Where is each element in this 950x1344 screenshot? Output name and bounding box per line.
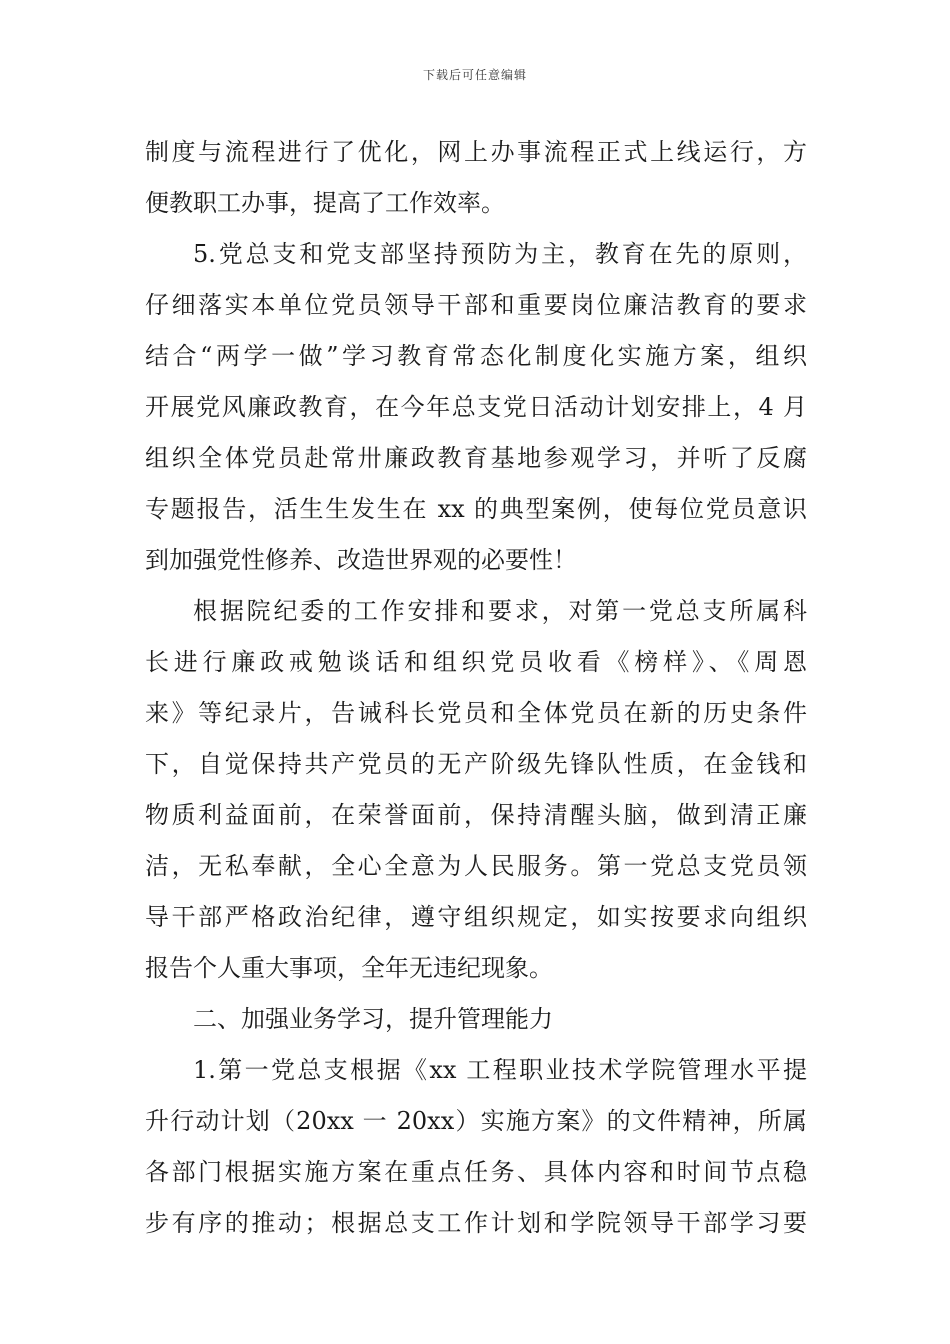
document-body [145,127,807,1249]
text-line: 仔细落实本单位党员领导干部和重要岗位廉洁教育的要求 [145,291,807,319]
text-line: 各部门根据实施方案在重点任务、具体内容和时间节点稳 [145,1158,807,1186]
text-line: 长进行廉政戒勉谈话和组织党员收看《榜样》、《周恩 [145,648,807,676]
text-line: 结合“两学一做”学习教育常态化制度化实施方案，组织 [145,342,807,370]
text-line: 5.党总支和党支部坚持预防为主，教育在先的原则， [193,240,807,268]
text-line: 下，自觉保持共产党员的无产阶级先锋队性质，在金钱和 [145,750,807,778]
text-line: 制度与流程进行了优化，网上办事流程正式上线运行，方 [145,138,807,166]
text-line: 报告个人重大事项，全年无违纪现象。 [145,954,553,982]
text-line: 二、加强业务学习，提升管理能力 [193,1005,553,1033]
text-line: 根据院纪委的工作安排和要求，对第一党总支所属科 [193,597,807,625]
text-line: 便教职工办事，提高了工作效率。 [145,189,505,217]
text-line: 导干部严格政治纪律，遵守组织规定，如实按要求向组织 [145,903,807,931]
text-line: 升行动计划（20xx 一 20xx）实施方案》的文件精神，所属 [145,1107,807,1135]
text-line: 来》等纪录片，告诫科长党员和全体党员在新的历史条件 [145,699,807,727]
text-line: 洁，无私奉献，全心全意为人民服务。第一党总支党员领 [145,852,807,880]
text-line: 物质利益面前，在荣誉面前，保持清醒头脑，做到清正廉 [145,801,807,829]
text-line: 1.第一党总支根据《xx 工程职业技术学院管理水平提 [193,1056,807,1084]
text-line: 专题报告，活生生发生在 xx 的典型案例，使每位党员意识 [145,495,807,523]
text-line: 组织全体党员赴常卅廉政教育基地参观学习，并听了反腐 [145,444,807,472]
text-line: 到加强党性修养、改造世界观的必要性！ [145,546,577,574]
text-line: 开展党风廉政教育，在今年总支党日活动计划安排上，4 月 [145,393,807,421]
text-line: 步有序的推动；根据总支工作计划和学院领导干部学习要 [145,1209,807,1237]
page-header-note: 下载后可任意编辑 [422,68,527,82]
